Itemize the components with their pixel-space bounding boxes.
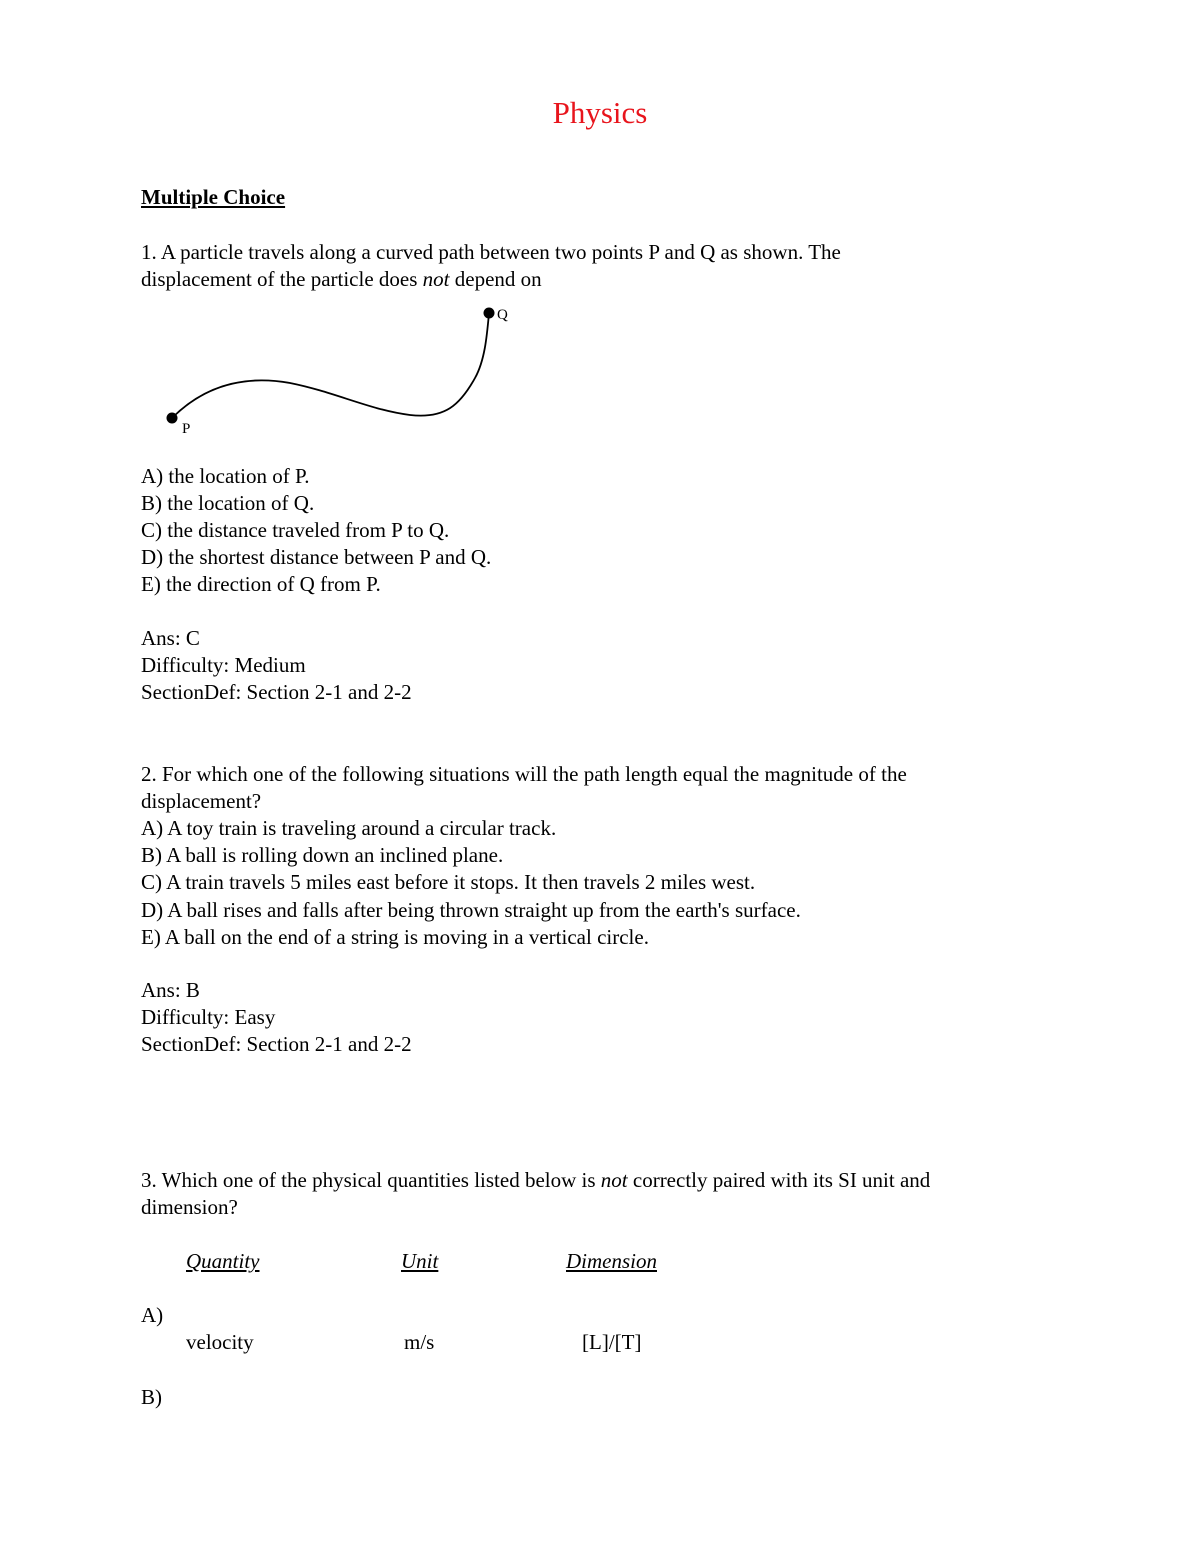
q2-option-d: D) A ball rises and falls after being thrown straight up from the earth's surface. (141, 898, 801, 922)
point-q-label: Q (497, 307, 508, 323)
q1-option-c: C) the distance traveled from P to Q. (141, 518, 450, 542)
curved-path (172, 313, 489, 418)
q2-stem-line2: displacement? (141, 789, 262, 813)
q2-difficulty: Difficulty: Easy (141, 1005, 276, 1029)
q1-stem-post: depend on (449, 267, 542, 291)
q2-option-c: C) A train travels 5 miles east before it stops. It then travels 2 miles west. (141, 870, 756, 894)
q1-option-d: D) the shortest distance between P and Q. (141, 545, 492, 569)
q3-row-a-quantity: velocity (186, 1330, 254, 1354)
q1-stem-pre: displacement of the particle does (141, 267, 423, 291)
q2-answer: Ans: B (141, 978, 200, 1002)
q3-header-unit: Unit (401, 1249, 439, 1273)
point-q-dot (484, 308, 495, 319)
q3-row-b-letter: B) (141, 1385, 162, 1409)
q1-difficulty: Difficulty: Medium (141, 653, 306, 677)
page-title: Physics (552, 95, 648, 130)
q2-option-a: A) A toy train is traveling around a circular track. (141, 816, 557, 840)
q3-header-dimension: Dimension (566, 1249, 657, 1273)
q3-stem-pre: 3. Which one of the physical quantities listed below is (141, 1168, 601, 1192)
q3-row-a-letter: A) (141, 1303, 164, 1327)
point-p-label: P (182, 421, 191, 437)
q3-header-quantity: Quantity (186, 1249, 260, 1273)
q1-option-b: B) the location of Q. (141, 491, 315, 515)
q1-option-e: E) the direction of Q from P. (141, 572, 381, 596)
q2-stem-line1: 2. For which one of the following situations will the path length equal the magnitude of the (141, 762, 907, 786)
q3-stem-post: correctly paired with its SI unit and (627, 1168, 931, 1192)
q1-stem-line2 (141, 266, 542, 293)
q3-stem-line1 (141, 1167, 930, 1194)
point-p-dot (167, 413, 178, 424)
section-heading: Multiple Choice (141, 185, 286, 209)
q1-answer: Ans: C (141, 626, 200, 650)
q1-option-a: A) the location of P. (141, 464, 310, 488)
q3-row-a-dimension: [L]/[T] (582, 1330, 642, 1354)
q1-path-diagram (160, 300, 530, 450)
q2-option-b: B) A ball is rolling down an inclined plane. (141, 843, 504, 867)
q1-section: SectionDef: Section 2-1 and 2-2 (141, 680, 412, 704)
q3-stem-emphasis: not (600, 1168, 628, 1192)
q1-stem-line1: 1. A particle travels along a curved path between two points P and Q as shown. The (141, 240, 841, 264)
q1-stem-emphasis: not (422, 267, 450, 291)
q3-row-a-unit: m/s (404, 1330, 435, 1354)
q3-stem-line2: dimension? (141, 1195, 238, 1219)
q2-option-e: E) A ball on the end of a string is moving in a vertical circle. (141, 925, 649, 949)
q2-section: SectionDef: Section 2-1 and 2-2 (141, 1032, 412, 1056)
